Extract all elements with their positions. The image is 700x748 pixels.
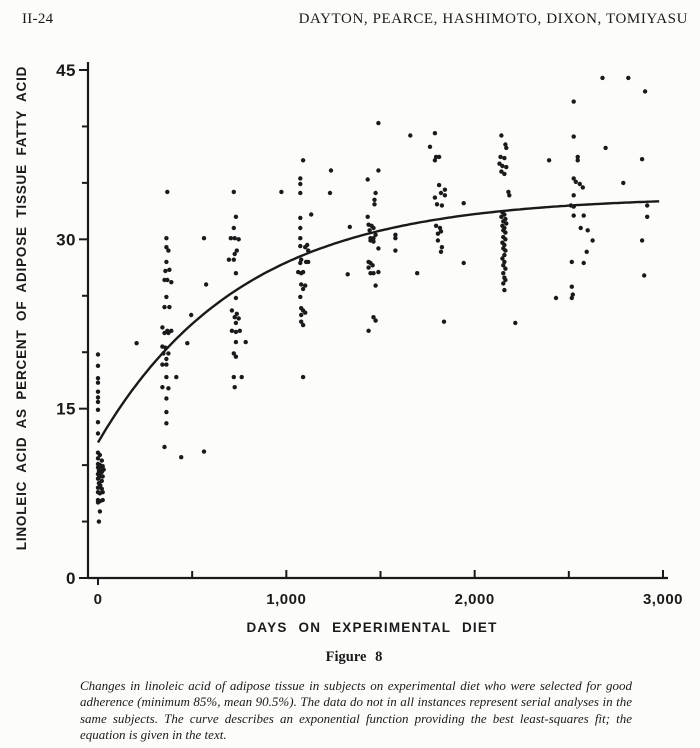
data-point: [502, 288, 506, 292]
data-point: [167, 305, 171, 309]
data-point: [233, 315, 237, 319]
data-point: [501, 271, 505, 275]
data-point: [96, 364, 100, 368]
data-point: [433, 195, 437, 199]
data-point: [96, 431, 100, 435]
data-point: [371, 226, 375, 230]
data-point: [579, 226, 583, 230]
data-point: [204, 282, 208, 286]
data-point: [161, 351, 165, 355]
data-point: [234, 215, 238, 219]
x-tick-label: 0: [93, 591, 103, 608]
data-point: [376, 270, 380, 274]
data-point: [590, 238, 594, 242]
data-point: [554, 296, 558, 300]
data-point: [576, 158, 580, 162]
data-point: [586, 228, 590, 232]
data-point: [372, 202, 376, 206]
data-point: [640, 238, 644, 242]
data-point: [393, 248, 397, 252]
data-point: [202, 449, 206, 453]
data-point: [433, 158, 437, 162]
data-point: [233, 236, 237, 240]
data-point: [166, 248, 170, 252]
data-point: [98, 491, 102, 495]
data-point: [442, 320, 446, 324]
data-point: [164, 357, 168, 361]
data-point: [499, 215, 503, 219]
y-tick-label: 30: [56, 230, 76, 250]
data-point: [202, 236, 206, 240]
data-point: [164, 375, 168, 379]
data-point: [160, 362, 164, 366]
data-point: [189, 313, 193, 317]
data-point: [160, 385, 164, 389]
data-point: [299, 313, 303, 317]
data-point: [96, 456, 100, 460]
data-point: [237, 316, 241, 320]
data-point: [301, 323, 305, 327]
data-point: [134, 341, 138, 345]
data-point: [373, 191, 377, 195]
data-point: [185, 341, 189, 345]
data-point: [574, 180, 578, 184]
data-point: [240, 375, 244, 379]
data-point: [96, 352, 100, 356]
data-point: [166, 351, 170, 355]
data-point: [100, 458, 104, 462]
data-point: [600, 76, 604, 80]
data-point: [96, 400, 100, 404]
data-point: [504, 165, 508, 169]
data-point: [306, 260, 310, 264]
data-point: [227, 258, 231, 262]
data-point: [570, 285, 574, 289]
data-point: [437, 155, 441, 159]
data-point: [462, 261, 466, 265]
data-point: [238, 329, 242, 333]
data-point: [462, 201, 466, 205]
data-point: [98, 509, 102, 513]
figure-label: Figure 8: [325, 649, 383, 665]
y-tick-label: 45: [56, 61, 76, 80]
y-tick-label: 15: [56, 399, 76, 419]
data-point: [101, 474, 105, 478]
data-point: [366, 177, 370, 181]
data-point: [96, 420, 100, 424]
data-point: [603, 146, 607, 150]
data-point: [643, 89, 647, 93]
y-axis-title: LINOLEIC ACID AS PERCENT OF ADIPOSE TISSUE FATTY ACID: [14, 65, 29, 551]
data-point: [640, 157, 644, 161]
data-point: [346, 272, 350, 276]
data-point: [371, 239, 375, 243]
figure-caption: Changes in linoleic acid of adipose tissue in subjects on experimental diet who were selected for good adherence (minimum 85%, mean 90.5%). The data do not in all instances represent serial analyses in the same subjects. The curve describes an exponential function providing the best least-squares fit; the equation is given in the text.: [80, 678, 632, 743]
data-point: [408, 133, 412, 137]
fit-curve: [98, 201, 659, 442]
data-point: [301, 287, 305, 291]
data-point: [373, 283, 377, 287]
data-point: [582, 213, 586, 217]
data-point: [96, 477, 100, 481]
data-point: [279, 190, 283, 194]
data-point: [163, 346, 167, 350]
data-point: [578, 182, 582, 186]
data-point: [439, 191, 443, 195]
y-tick-label: 0: [66, 569, 76, 588]
data-point: [301, 270, 305, 274]
data-point: [621, 181, 625, 185]
data-point: [165, 278, 169, 282]
data-point: [376, 121, 380, 125]
data-point: [299, 282, 303, 286]
data-point: [443, 193, 447, 197]
data-point: [298, 216, 302, 220]
data-point: [513, 321, 517, 325]
data-point: [503, 230, 507, 234]
data-point: [372, 198, 376, 202]
data-point: [169, 280, 173, 284]
data-point: [502, 156, 506, 160]
data-point: [166, 331, 170, 335]
data-point: [581, 185, 585, 189]
data-point: [234, 321, 238, 325]
data-point: [298, 176, 302, 180]
x-tick-label: 1,000: [266, 591, 307, 608]
data-point: [582, 261, 586, 265]
data-point: [96, 500, 100, 504]
data-point: [166, 386, 170, 390]
data-point: [309, 212, 313, 216]
data-point: [232, 258, 236, 262]
data-point: [626, 76, 630, 80]
data-point: [230, 308, 234, 312]
x-tick-label: 2,000: [454, 591, 495, 608]
data-point: [230, 329, 234, 333]
data-point: [244, 340, 248, 344]
data-point: [348, 225, 352, 229]
data-point: [234, 296, 238, 300]
data-point: [163, 269, 167, 273]
data-point: [502, 172, 506, 176]
data-point: [96, 381, 100, 385]
data-point: [306, 248, 310, 252]
data-point: [234, 330, 238, 334]
data-point: [162, 445, 166, 449]
data-point: [504, 221, 508, 225]
data-point: [436, 238, 440, 242]
data-point: [507, 193, 511, 197]
data-point: [329, 168, 333, 172]
data-point: [97, 519, 101, 523]
data-point: [434, 224, 438, 228]
data-point: [164, 236, 168, 240]
data-point: [572, 193, 576, 197]
data-point: [298, 261, 302, 265]
data-point: [164, 421, 168, 425]
x-tick-label: 3,000: [642, 591, 684, 608]
data-point: [233, 385, 237, 389]
data-point: [433, 131, 437, 135]
data-point: [572, 204, 576, 208]
data-point: [298, 182, 302, 186]
data-point: [498, 155, 502, 159]
data-point: [585, 250, 589, 254]
data-point: [440, 203, 444, 207]
data-point: [298, 191, 302, 195]
data-point: [305, 243, 309, 247]
data-point: [233, 252, 237, 256]
data-point: [162, 305, 166, 309]
x-axis-title: DAYS ON EXPERIMENTAL DIET: [246, 620, 498, 635]
data-point: [237, 237, 241, 241]
data-point: [572, 99, 576, 103]
data-point: [232, 375, 236, 379]
data-point: [232, 226, 236, 230]
data-point: [570, 296, 574, 300]
data-point: [428, 145, 432, 149]
data-point: [96, 408, 100, 412]
data-point: [298, 226, 302, 230]
data-point: [371, 271, 375, 275]
data-point: [328, 191, 332, 195]
data-point: [393, 236, 397, 240]
data-point: [298, 244, 302, 248]
data-point: [303, 311, 307, 315]
data-point: [96, 376, 100, 380]
data-point: [570, 260, 574, 264]
data-point: [162, 331, 166, 335]
data-point: [645, 215, 649, 219]
data-point: [376, 246, 380, 250]
data-point: [234, 340, 238, 344]
data-point: [167, 268, 171, 272]
data-point: [234, 355, 238, 359]
data-point: [501, 281, 505, 285]
data-point: [301, 375, 305, 379]
data-point: [572, 134, 576, 138]
data-point: [96, 390, 100, 394]
data-point: [367, 228, 371, 232]
data-point: [96, 486, 100, 490]
data-point: [547, 158, 551, 162]
data-point: [298, 236, 302, 240]
data-point: [229, 236, 233, 240]
data-point: [370, 263, 374, 267]
data-point: [500, 164, 504, 168]
data-point: [164, 362, 168, 366]
data-point: [645, 203, 649, 207]
data-point: [96, 395, 100, 399]
data-point: [504, 146, 508, 150]
running-head-authors: DAYTON, PEARCE, HASHIMOTO, DIXON, TOMIYASU: [298, 11, 688, 27]
data-point: [164, 295, 168, 299]
data-point: [499, 133, 503, 137]
data-point: [503, 248, 507, 252]
data-point: [376, 168, 380, 172]
data-point: [160, 325, 164, 329]
data-point: [164, 260, 168, 264]
data-point: [301, 158, 305, 162]
data-point: [439, 250, 443, 254]
data-point: [436, 232, 440, 236]
data-point: [443, 188, 447, 192]
data-point: [415, 271, 419, 275]
data-point: [503, 267, 507, 271]
data-point: [435, 202, 439, 206]
data-point: [366, 215, 370, 219]
data-point: [437, 183, 441, 187]
data-point: [174, 375, 178, 379]
data-point: [642, 273, 646, 277]
data-point: [440, 245, 444, 249]
data-point: [164, 396, 168, 400]
data-point: [503, 237, 507, 241]
data-point: [572, 213, 576, 217]
data-point: [298, 295, 302, 299]
data-point: [366, 265, 370, 269]
data-point: [165, 190, 169, 194]
data-point: [179, 455, 183, 459]
data-point: [234, 271, 238, 275]
data-point: [164, 410, 168, 414]
data-point: [232, 190, 236, 194]
data-point: [366, 329, 370, 333]
data-point: [373, 318, 377, 322]
page-number: II-24: [22, 11, 54, 27]
